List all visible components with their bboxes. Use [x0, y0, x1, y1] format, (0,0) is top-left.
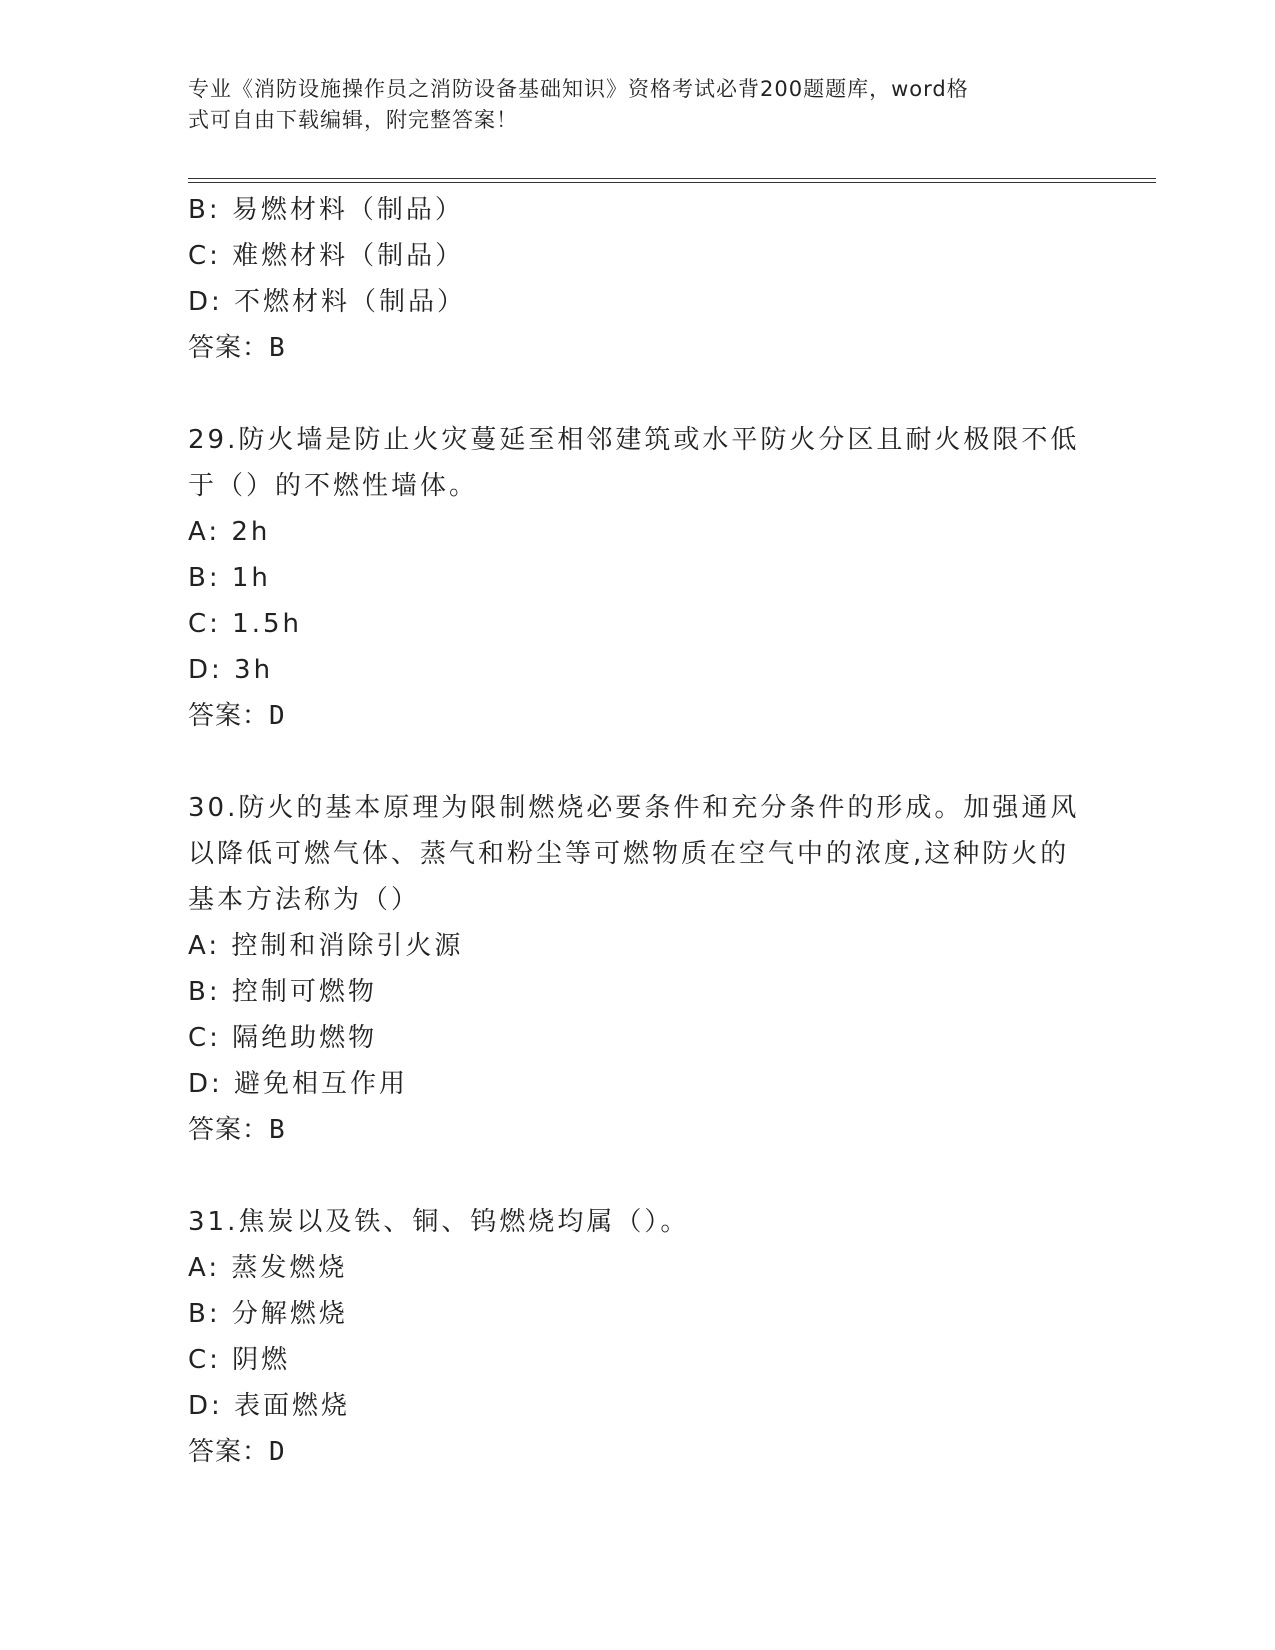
option-c: C: 1.5h [188, 609, 303, 639]
question-29 [188, 417, 1088, 739]
question-30 [188, 785, 1088, 1153]
option-b: B: 1h [188, 563, 271, 593]
option-d: D: 不燃材料（制品） [188, 287, 467, 317]
header-title-line-2: 式可自由下载编辑，附完整答案！ [188, 108, 518, 132]
option-a: A: 控制和消除引火源 [188, 931, 464, 961]
answer-label: 答案： [188, 701, 270, 731]
question-stem-line: 于（）的不燃性墙体。 [188, 471, 479, 501]
option-a: A: 蒸发燃烧 [188, 1253, 348, 1283]
question-stem-line: 基本方法称为（） [188, 885, 421, 915]
spacer [188, 739, 1088, 785]
option-b: B: 控制可燃物 [188, 977, 377, 1007]
option-b: B: 易燃材料（制品） [188, 195, 464, 225]
answer-value: B [269, 333, 286, 363]
spacer [188, 371, 1088, 417]
answer-label: 答案： [188, 333, 270, 363]
option-c: C: 隔绝助燃物 [188, 1023, 378, 1053]
answer-value: D [269, 701, 286, 731]
answer-line [188, 1107, 1088, 1153]
spacer [188, 1153, 1088, 1199]
option-c: C: 阴燃 [188, 1345, 291, 1375]
answer-value: B [269, 1115, 286, 1145]
option-c: C: 难燃材料（制品） [188, 241, 465, 271]
question-stem-line: 29.防火墙是防止火灾蔓延至相邻建筑或水平防火分区且耐火极限不低 [188, 425, 1080, 455]
answer-line [188, 693, 1088, 739]
option-b: B: 分解燃烧 [188, 1299, 348, 1329]
answer-value: D [269, 1437, 286, 1467]
header-title-line-1: 专业《消防设施操作员之消防设备基础知识》资格考试必背200题题库，word格 [188, 77, 969, 101]
option-d: D: 3h [188, 655, 274, 685]
answer-label: 答案： [188, 1437, 270, 1467]
question-list [188, 187, 1088, 1475]
header-double-rule [188, 178, 1156, 183]
continued-question [188, 187, 1088, 371]
answer-line [188, 1429, 1088, 1475]
option-d: D: 表面燃烧 [188, 1391, 351, 1421]
question-stem-line: 以降低可燃气体、蒸气和粉尘等可燃物质在空气中的浓度,这种防火的 [188, 839, 1070, 869]
document-header [188, 74, 1068, 136]
option-d: D: 避免相互作用 [188, 1069, 409, 1099]
option-a: A: 2h [188, 517, 271, 547]
question-stem-line: 31.焦炭以及铁、铜、钨燃烧均属（）。 [188, 1207, 690, 1237]
answer-label: 答案： [188, 1115, 270, 1145]
question-31 [188, 1199, 1088, 1475]
question-stem-line: 30.防火的基本原理为限制燃烧必要条件和充分条件的形成。加强通风 [188, 793, 1080, 823]
answer-line [188, 325, 1088, 371]
